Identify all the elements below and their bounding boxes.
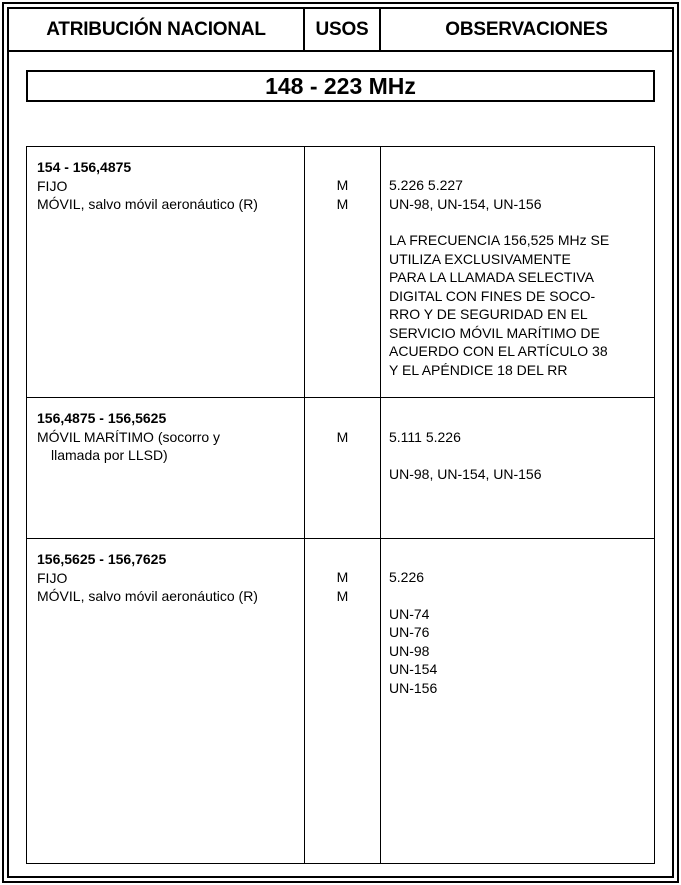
row-1-service-1: FIJO [37, 177, 68, 194]
row-3-obs-note-2: UN-76 [389, 624, 430, 640]
row-1-range: 154 - 156,4875 [37, 159, 132, 175]
row-2-obs-ref-1: 5.111 5.226 [389, 429, 461, 445]
header-observaciones: OBSERVACIONES [445, 18, 608, 40]
row-3-obs-ref-1: 5.226 [389, 569, 425, 585]
row-1-obs-note-3: PARA LA LLAMADA SELECTIVA [389, 269, 594, 285]
row-1-obs-ref-2: UN-98, UN-154, UN-156 [389, 195, 542, 212]
row-1-obs-note-2: UTILIZA EXCLUSIVAMENTE [389, 250, 571, 267]
row-1-uso-2: M [336, 195, 349, 212]
row-1-obs-note-4: DIGITAL CON FINES DE SOCO- [389, 287, 596, 304]
row-divider [27, 538, 654, 539]
row-2-service-1: MÓVIL MARÍTIMO (socorro y [37, 428, 221, 445]
row-3-uso-1: M [336, 569, 349, 585]
row-1-obs-note-1: LA FRECUENCIA 156,525 MHz SE [389, 232, 610, 248]
header-usos: USOS [315, 18, 369, 40]
column-divider [380, 147, 381, 863]
frequency-band-title: 148 - 223 MHz [26, 70, 655, 102]
row-1-observaciones [389, 176, 609, 379]
row-2-service-2: llamada por LLSD) [51, 447, 168, 463]
row-3-usos [305, 568, 380, 605]
row-3-service-1: FIJO [37, 569, 68, 586]
row-1-usos [305, 176, 380, 213]
row-divider [27, 397, 654, 398]
row-3-range: 156,5625 - 156,7625 [37, 551, 167, 567]
allocation-table [26, 146, 655, 864]
row-3-obs-note-4: UN-154 [389, 661, 438, 677]
row-1-atribucion [37, 158, 258, 214]
row-1-obs-note-6: SERVICIO MÓVIL MARÍTIMO DE [389, 324, 600, 341]
row-2-range: 156,4875 - 156,5625 [37, 410, 167, 426]
row-1-obs-note-5: RRO Y DE SEGURIDAD EN EL [389, 306, 588, 322]
row-2-atribucion [37, 409, 220, 465]
row-1-obs-note-8: Y EL APÉNDICE 18 DEL RR [389, 361, 568, 378]
row-3-service-2: MÓVIL, salvo móvil aeronáutico (R) [37, 588, 258, 604]
row-1-obs-note-7: ACUERDO CON EL ARTÍCULO 38 [389, 343, 608, 359]
row-2-usos [305, 428, 380, 447]
row-3-obs-note-5: UN-156 [389, 679, 438, 696]
row-1-obs-ref-1: 5.226 5.227 [389, 177, 463, 193]
row-3-obs-note-1: UN-74 [389, 605, 430, 622]
row-3-obs-note-3: UN-98 [389, 642, 430, 659]
row-3-atribucion [37, 550, 258, 606]
header-atribucion-nacional: ATRIBUCIÓN NACIONAL [46, 18, 266, 40]
row-2-observaciones [389, 428, 542, 483]
column-divider [304, 147, 305, 863]
row-2-uso-1: M [336, 429, 349, 445]
row-1-uso-1: M [336, 177, 349, 193]
table-header [9, 9, 672, 52]
row-1-service-2: MÓVIL, salvo móvil aeronáutico (R) [37, 196, 258, 212]
row-3-uso-2: M [336, 587, 349, 604]
row-2-obs-note-1: UN-98, UN-154, UN-156 [389, 465, 542, 482]
row-3-observaciones [389, 568, 437, 697]
